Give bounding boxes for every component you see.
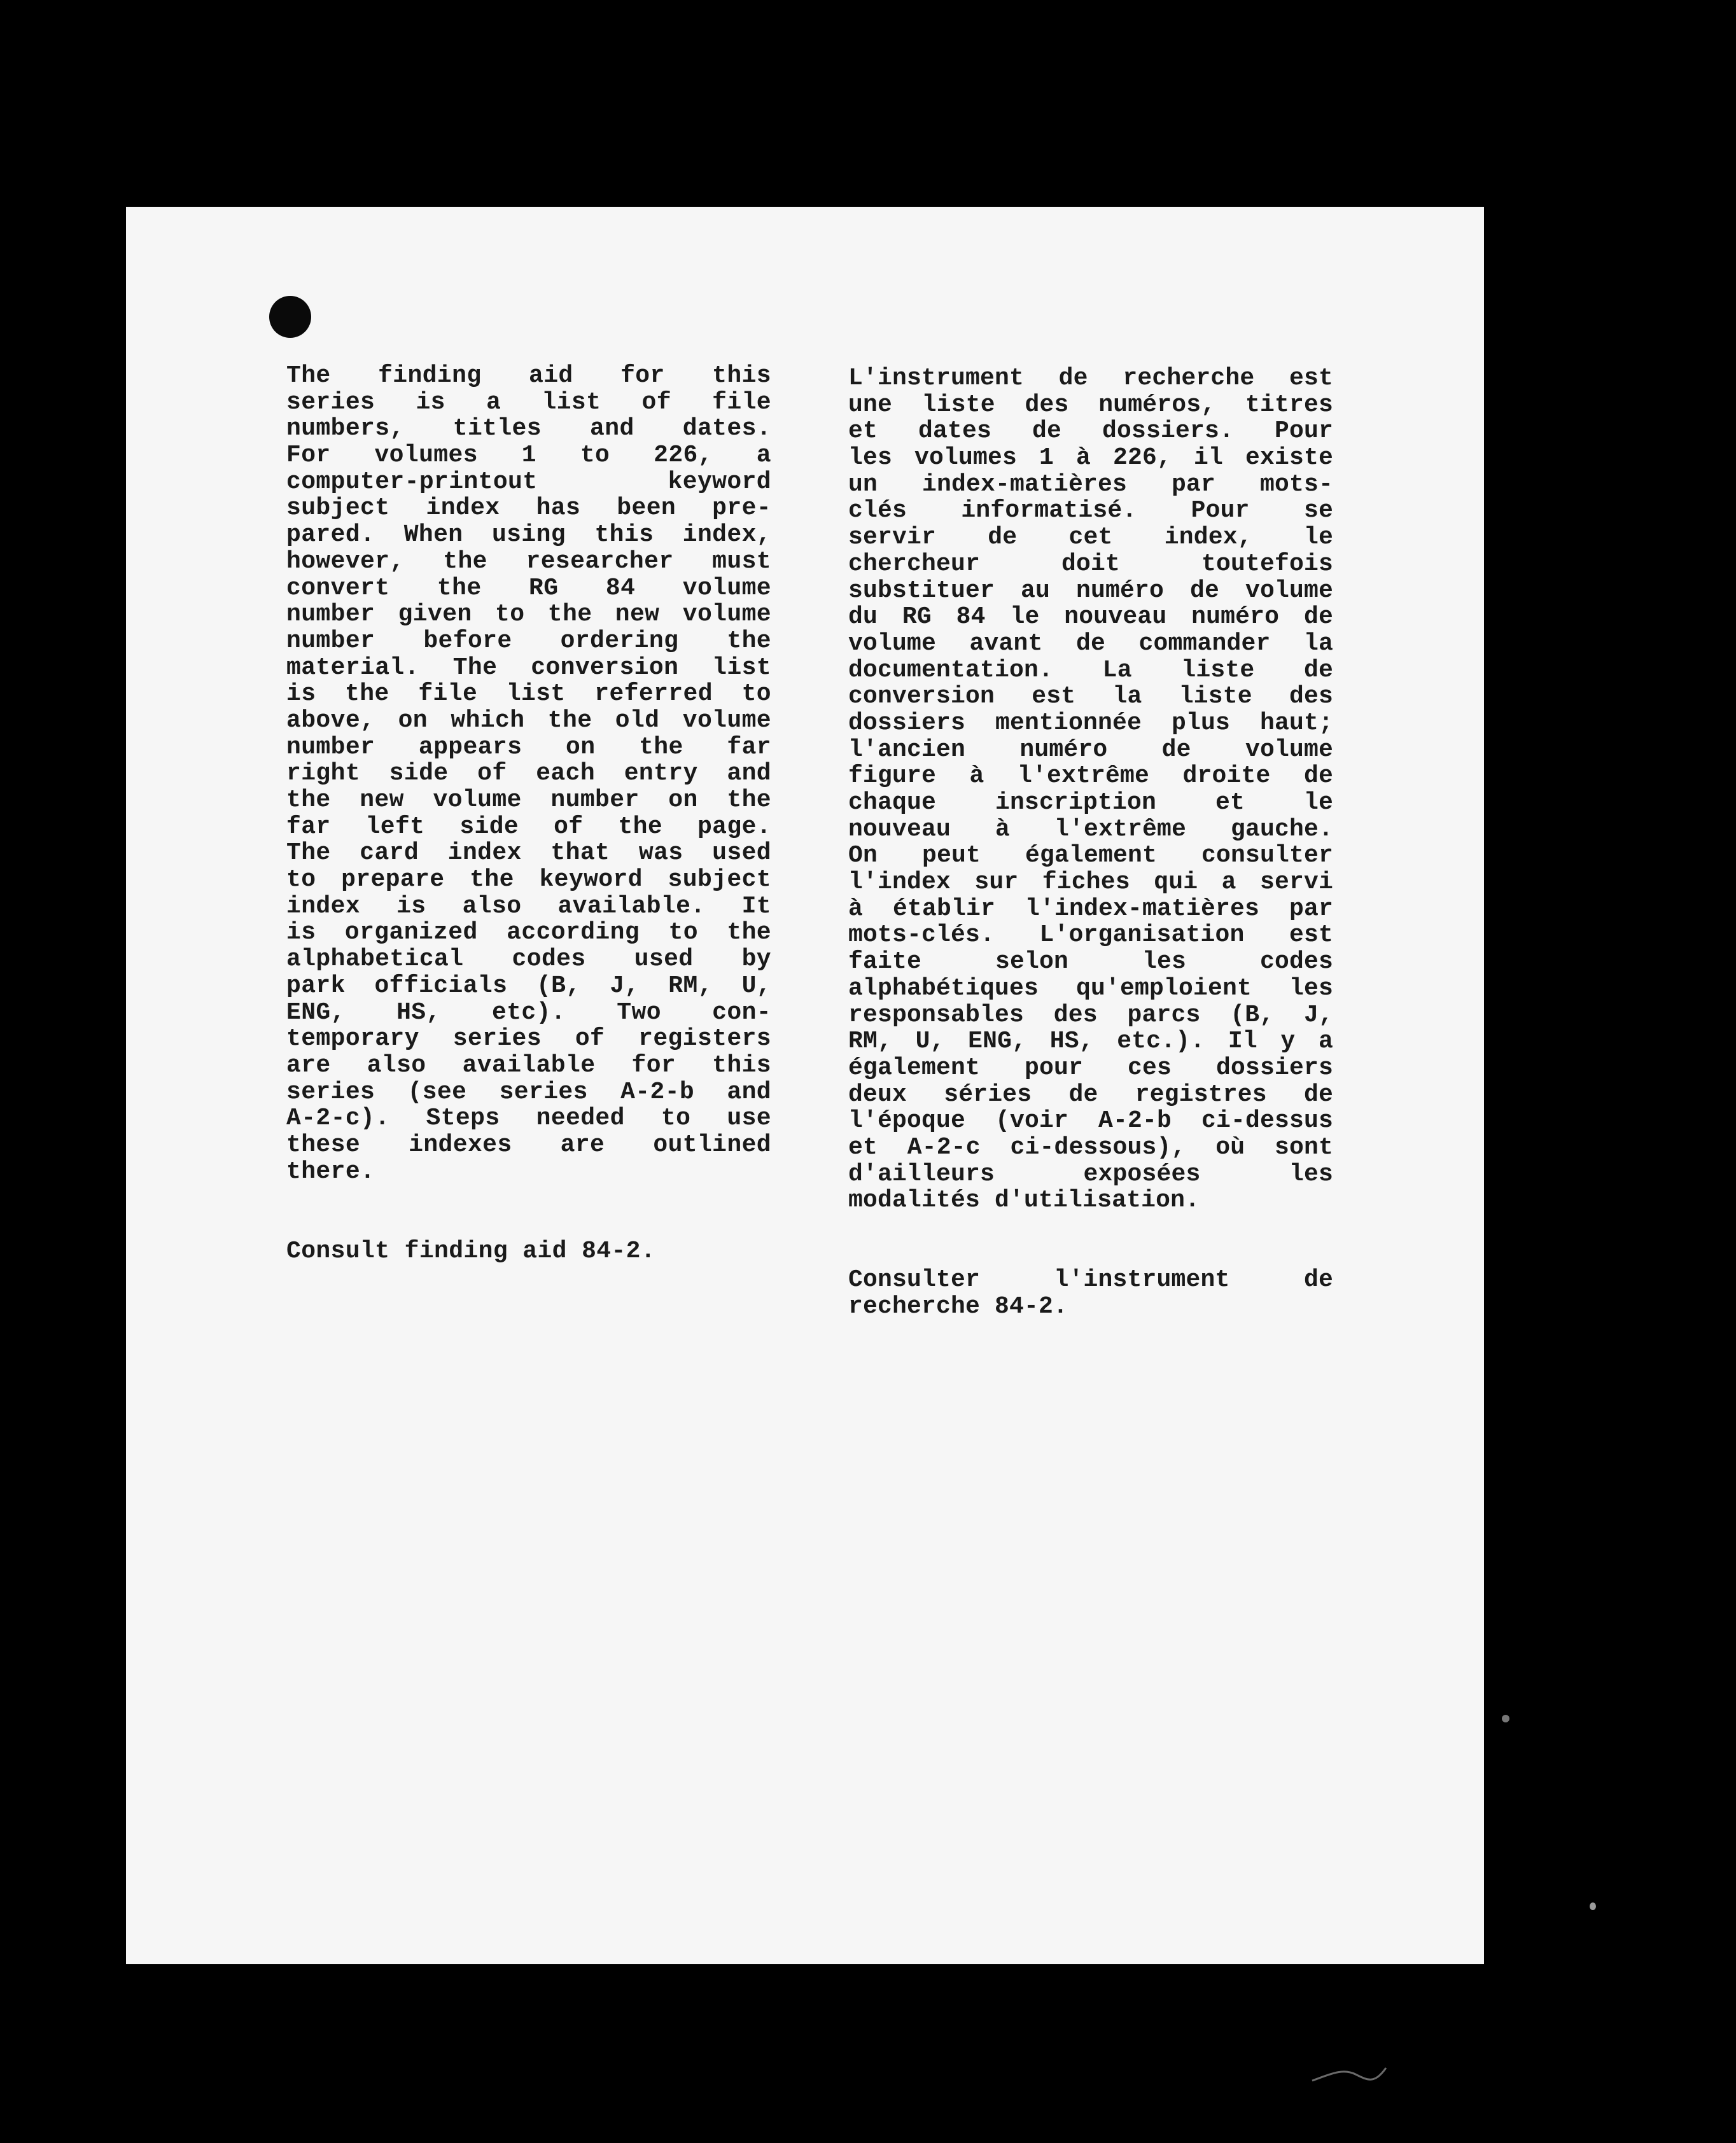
text-line: recherche 84-2. xyxy=(848,1293,1068,1321)
text-line: les volumes 1 à 226, il existe xyxy=(848,444,1333,472)
punch-hole-icon xyxy=(269,296,311,338)
text-line: index is also available. It xyxy=(286,892,771,920)
text-line: number appears on the far xyxy=(286,733,771,761)
english-column xyxy=(286,363,771,1264)
scan-speck xyxy=(1502,1715,1509,1722)
french-column xyxy=(848,365,1333,1320)
text-line: documentation. La liste de xyxy=(848,656,1333,684)
text-line: The card index that was used xyxy=(286,839,771,867)
text-line: modalités d'utilisation. xyxy=(848,1187,1200,1215)
text-line: convert the RG 84 volume xyxy=(286,574,771,602)
text-line: however, the researcher must xyxy=(286,547,771,575)
text-line: number before ordering the xyxy=(286,627,771,655)
text-line: series is a list of file xyxy=(286,388,771,416)
text-line: l'époque (voir A-2-b ci-dessus xyxy=(848,1107,1333,1135)
text-line: servir de cet index, le xyxy=(848,524,1333,552)
text-line: un index-matières par mots- xyxy=(848,470,1333,498)
text-line: Consult finding aid 84-2. xyxy=(286,1237,656,1265)
text-line: are also available for this xyxy=(286,1051,771,1079)
text-line: computer-printout keyword xyxy=(286,468,771,496)
text-line: L'instrument de recherche est xyxy=(848,365,1333,392)
text-line: également pour ces dossiers xyxy=(848,1054,1333,1082)
text-line: volume avant de commander la xyxy=(848,629,1333,657)
text-line: temporary series of registers xyxy=(286,1025,771,1053)
text-line: une liste des numéros, titres xyxy=(848,391,1333,419)
text-line: substituer au numéro de volume xyxy=(848,576,1333,604)
text-line: chercheur doit toutefois xyxy=(848,550,1333,578)
text-line: ENG, HS, etc). Two con- xyxy=(286,998,771,1026)
text-line: l'ancien numéro de volume xyxy=(848,736,1333,764)
text-line: numbers, titles and dates. xyxy=(286,415,771,443)
text-line: number given to the new volume xyxy=(286,601,771,629)
text-line: faite selon les codes xyxy=(848,948,1333,976)
text-line: d'ailleurs exposées les xyxy=(848,1160,1333,1188)
text-line: mots-clés. L'organisation est xyxy=(848,921,1333,949)
english-paragraph xyxy=(286,363,771,1185)
french-consult-note xyxy=(848,1267,1333,1320)
text-line: the new volume number on the xyxy=(286,786,771,814)
text-line: dossiers mentionnée plus haut; xyxy=(848,709,1333,737)
text-line: nouveau à l'extrême gauche. xyxy=(848,815,1333,843)
text-line: For volumes 1 to 226, a xyxy=(286,442,771,470)
text-line: series (see series A-2-b and xyxy=(286,1078,771,1106)
text-line: et A-2-c ci-dessous), où sont xyxy=(848,1133,1333,1161)
text-line: far left side of the page. xyxy=(286,813,771,841)
text-line: du RG 84 le nouveau numéro de xyxy=(848,603,1333,631)
english-consult-note xyxy=(286,1238,771,1265)
scan-scratch xyxy=(1311,2055,1387,2093)
text-line: figure à l'extrême droite de xyxy=(848,762,1333,790)
text-line: is organized according to the xyxy=(286,919,771,947)
text-line: subject index has been pre- xyxy=(286,494,771,522)
text-line: A-2-c). Steps needed to use xyxy=(286,1105,771,1133)
text-line: RM, U, ENG, HS, etc.). Il y a xyxy=(848,1028,1333,1056)
text-line: above, on which the old volume xyxy=(286,706,771,734)
french-paragraph xyxy=(848,365,1333,1214)
text-line: deux séries de registres de xyxy=(848,1080,1333,1108)
text-line: The finding aid for this xyxy=(286,362,771,389)
text-line: alphabétiques qu'emploient les xyxy=(848,974,1333,1002)
text-line: clés informatisé. Pour se xyxy=(848,497,1333,525)
document-page xyxy=(126,207,1484,1964)
text-line: à établir l'index-matières par xyxy=(848,895,1333,923)
text-line: On peut également consulter xyxy=(848,842,1333,870)
text-line: pared. When using this index, xyxy=(286,521,771,549)
text-line: et dates de dossiers. Pour xyxy=(848,417,1333,445)
scan-speck xyxy=(1590,1902,1596,1910)
text-line: park officials (B, J, RM, U, xyxy=(286,972,771,1000)
text-line: responsables des parcs (B, J, xyxy=(848,1001,1333,1029)
text-line: material. The conversion list xyxy=(286,653,771,681)
text-line: right side of each entry and xyxy=(286,760,771,788)
text-line: to prepare the keyword subject xyxy=(286,866,771,894)
text-line: l'index sur fiches qui a servi xyxy=(848,869,1333,897)
text-line: there. xyxy=(286,1157,375,1185)
text-line: is the file list referred to xyxy=(286,680,771,708)
text-line: Consulter l'instrument de xyxy=(848,1266,1333,1294)
text-line: these indexes are outlined xyxy=(286,1131,771,1159)
text-line: alphabetical codes used by xyxy=(286,946,771,974)
text-line: chaque inscription et le xyxy=(848,789,1333,816)
text-line: conversion est la liste des xyxy=(848,683,1333,711)
